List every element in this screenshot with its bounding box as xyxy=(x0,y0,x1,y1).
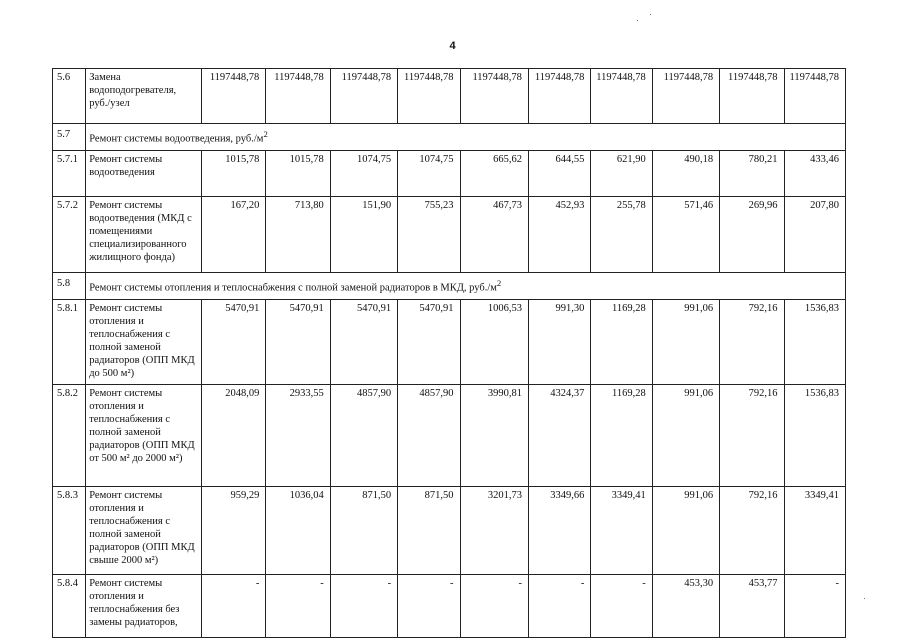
value-cell: 991,06 xyxy=(652,487,719,575)
value-cell: 467,73 xyxy=(460,197,528,273)
value-cell: 4857,90 xyxy=(398,385,460,487)
value-cell: - xyxy=(201,575,265,638)
value-cell: 991,06 xyxy=(652,300,719,385)
value-cell: 1197448,78 xyxy=(330,69,397,124)
value-cell: 1536,83 xyxy=(784,300,845,385)
value-cell: 2048,09 xyxy=(201,385,265,487)
section-title-text: Ремонт системы отопления и теплоснабжения с полной заменой радиаторов в МКД, руб./м xyxy=(89,282,497,294)
value-cell: 453,30 xyxy=(652,575,719,638)
value-cell: 1197448,78 xyxy=(720,69,784,124)
section-title-text: Ремонт системы водоотведения, руб./м xyxy=(89,133,264,145)
value-cell: 1074,75 xyxy=(330,151,397,197)
value-cell: 1169,28 xyxy=(591,385,652,487)
value-cell: 1015,78 xyxy=(201,151,265,197)
value-cell: 1197448,78 xyxy=(652,69,719,124)
value-cell: - xyxy=(266,575,330,638)
value-cell: 151,90 xyxy=(330,197,397,273)
value-cell: 1197448,78 xyxy=(460,69,528,124)
section-number: 5.8 xyxy=(53,273,86,300)
value-cell: 3349,41 xyxy=(591,487,652,575)
value-cell: - xyxy=(528,575,590,638)
value-cell: 2933,55 xyxy=(266,385,330,487)
value-cell: 4324,37 xyxy=(528,385,590,487)
table-row xyxy=(53,385,846,487)
value-cell: - xyxy=(330,575,397,638)
value-cell: 991,30 xyxy=(528,300,590,385)
value-cell: - xyxy=(591,575,652,638)
row-name: Ремонт системы водоотведения xyxy=(86,151,202,197)
value-cell: 665,62 xyxy=(460,151,528,197)
value-cell: 1197448,78 xyxy=(398,69,460,124)
value-cell: 452,93 xyxy=(528,197,590,273)
value-cell: 780,21 xyxy=(720,151,784,197)
value-cell: 755,23 xyxy=(398,197,460,273)
table-row xyxy=(53,487,846,575)
value-cell: 1197448,78 xyxy=(266,69,330,124)
value-cell: 1074,75 xyxy=(398,151,460,197)
scan-speck xyxy=(650,14,651,15)
value-cell: 3349,66 xyxy=(528,487,590,575)
table-row xyxy=(53,69,846,124)
row-name: Ремонт системы отопления и теплоснабжения с полной заменой радиаторов (ОПП МКД от 500 м² до 2000 м²) xyxy=(86,385,202,487)
value-cell: 1169,28 xyxy=(591,300,652,385)
row-number: 5.8.3 xyxy=(53,487,86,575)
row-name: Замена водоподогревателя, руб./узел xyxy=(86,69,202,124)
row-name: Ремонт системы отопления и теплоснабжения с полной заменой радиаторов (ОПП МКД до 500 м²) xyxy=(86,300,202,385)
section-title xyxy=(86,124,846,151)
row-number: 5.8.4 xyxy=(53,575,86,638)
value-cell: 5470,91 xyxy=(201,300,265,385)
table-row xyxy=(53,575,846,638)
table-row xyxy=(53,151,846,197)
value-cell: 644,55 xyxy=(528,151,590,197)
value-cell: 1036,04 xyxy=(266,487,330,575)
value-cell: 871,50 xyxy=(330,487,397,575)
value-cell: 1006,53 xyxy=(460,300,528,385)
scan-speck xyxy=(864,598,865,599)
scan-speck xyxy=(637,20,638,21)
value-cell: 4857,90 xyxy=(330,385,397,487)
value-cell: 255,78 xyxy=(591,197,652,273)
row-name: Ремонт системы отопления и теплоснабжения с полной заменой радиаторов (ОПП МКД свыше 2000 м²) xyxy=(86,487,202,575)
value-cell: 959,29 xyxy=(201,487,265,575)
value-cell: 3201,73 xyxy=(460,487,528,575)
row-number: 5.8.2 xyxy=(53,385,86,487)
value-cell: 207,80 xyxy=(784,197,845,273)
row-number: 5.7.2 xyxy=(53,197,86,273)
value-cell: 1536,83 xyxy=(784,385,845,487)
value-cell: 269,96 xyxy=(720,197,784,273)
value-cell: 792,16 xyxy=(720,300,784,385)
unit-superscript: 2 xyxy=(496,278,502,288)
value-cell: - xyxy=(784,575,845,638)
value-cell: 713,80 xyxy=(266,197,330,273)
tariff-table xyxy=(52,68,846,638)
page-number: 4 xyxy=(449,40,456,52)
row-number: 5.6 xyxy=(53,69,86,124)
row-name: Ремонт системы водоотведения (МКД с помещениями специализированного жилищного фонда) xyxy=(86,197,202,273)
value-cell: 433,46 xyxy=(784,151,845,197)
value-cell: 5470,91 xyxy=(266,300,330,385)
value-cell: 3349,41 xyxy=(784,487,845,575)
section-row xyxy=(53,273,846,300)
value-cell: - xyxy=(398,575,460,638)
value-cell: 5470,91 xyxy=(398,300,460,385)
value-cell: 167,20 xyxy=(201,197,265,273)
value-cell: 871,50 xyxy=(398,487,460,575)
value-cell: 1197448,78 xyxy=(784,69,845,124)
value-cell: 792,16 xyxy=(720,385,784,487)
value-cell: 5470,91 xyxy=(330,300,397,385)
value-cell: 792,16 xyxy=(720,487,784,575)
section-number: 5.7 xyxy=(53,124,86,151)
table-row xyxy=(53,197,846,273)
value-cell: - xyxy=(460,575,528,638)
value-cell: 3990,81 xyxy=(460,385,528,487)
row-number: 5.8.1 xyxy=(53,300,86,385)
unit-superscript: 2 xyxy=(263,129,268,139)
section-row xyxy=(53,124,846,151)
value-cell: 453,77 xyxy=(720,575,784,638)
row-number: 5.7.1 xyxy=(53,151,86,197)
section-title xyxy=(86,273,846,300)
value-cell: 490,18 xyxy=(652,151,719,197)
value-cell: 1197448,78 xyxy=(591,69,652,124)
value-cell: 571,46 xyxy=(652,197,719,273)
row-name: Ремонт системы отопления и теплоснабжения без замены радиаторов, xyxy=(86,575,202,638)
value-cell: 621,90 xyxy=(591,151,652,197)
value-cell: 1197448,78 xyxy=(201,69,265,124)
value-cell: 1197448,78 xyxy=(528,69,590,124)
table-row xyxy=(53,300,846,385)
value-cell: 1015,78 xyxy=(266,151,330,197)
value-cell: 991,06 xyxy=(652,385,719,487)
